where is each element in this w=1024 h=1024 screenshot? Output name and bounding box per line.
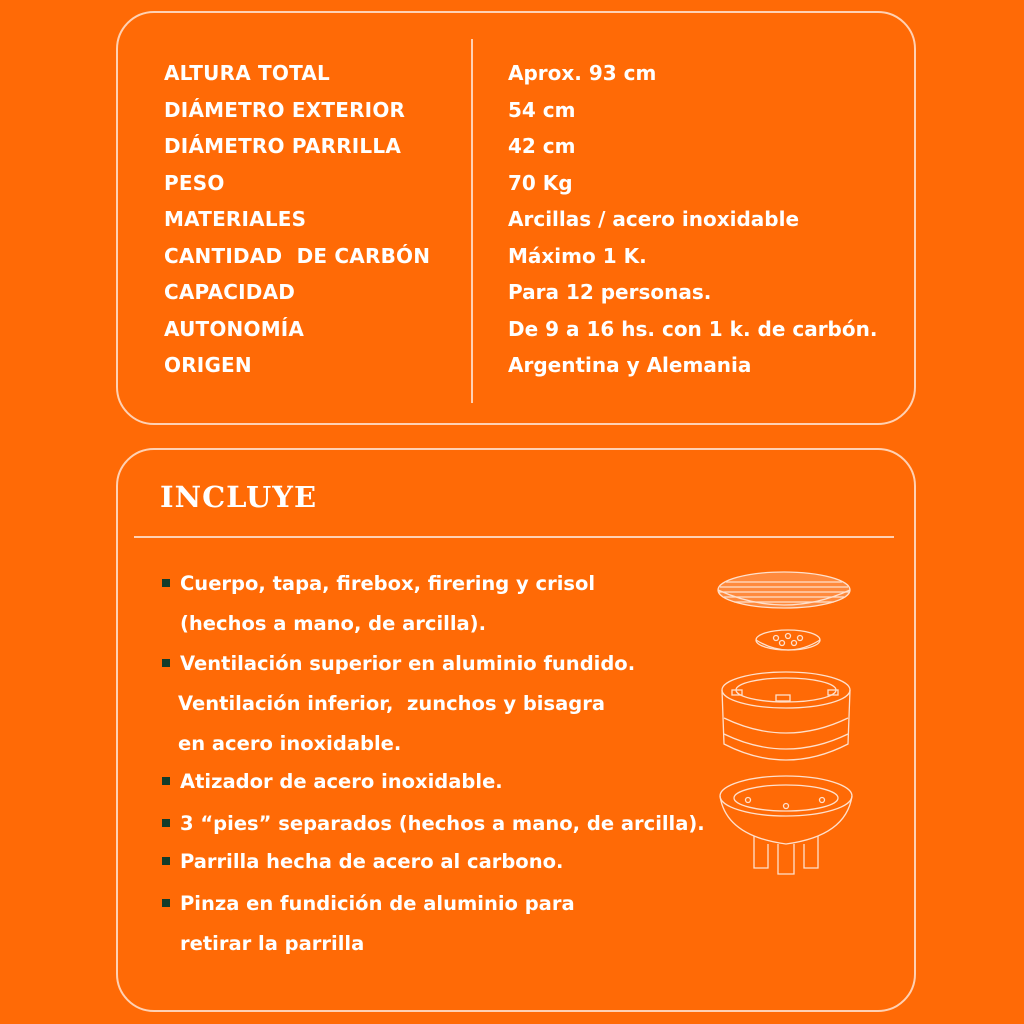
include-item: [162, 812, 705, 835]
spec-row-diametro-exterior: [118, 98, 914, 134]
includes-title: INCLUYE: [160, 480, 318, 514]
include-item-text: Pinza en fundición de aluminio para: [180, 892, 575, 915]
include-item-continuation: en acero inoxidable.: [178, 732, 402, 755]
spec-value: Para 12 personas.: [508, 280, 712, 304]
include-item-text: 3 “pies” separados (hechos a mano, de arcilla).: [180, 812, 705, 835]
spec-label: MATERIALES: [164, 207, 307, 231]
spec-label: DIÁMETRO PARRILLA: [164, 134, 402, 158]
spec-value: Arcillas / acero inoxidable: [508, 207, 800, 231]
spec-label: CANTIDAD DE CARBÓN: [164, 243, 431, 268]
vent-cap-icon: [756, 630, 820, 650]
bullet-icon: [162, 777, 170, 785]
kamado-grill-exploded-illustration: [714, 568, 864, 888]
include-item-continuation: Ventilación inferior, zunchos y bisagra: [178, 692, 605, 715]
include-item-text: Cuerpo, tapa, firebox, firering y crisol: [180, 572, 596, 595]
include-item-text: Parrilla hecha de acero al carbono.: [180, 850, 564, 873]
include-item: [162, 652, 635, 675]
spec-label: AUTONOMÍA: [164, 316, 305, 341]
spec-value: Argentina y Alemania: [508, 353, 752, 377]
spec-value: Máximo 1 K.: [508, 243, 647, 268]
title-divider: [134, 536, 894, 538]
include-item-text: Atizador de acero inoxidable.: [180, 770, 503, 793]
fire-ring-icon: [722, 672, 850, 760]
spec-value: Aprox. 93 cm: [508, 61, 657, 85]
include-item: [162, 770, 503, 793]
spec-label: DIÁMETRO EXTERIOR: [164, 97, 406, 122]
grill-grate-icon: [718, 572, 850, 608]
spec-label: CAPACIDAD: [164, 280, 296, 304]
includes-panel: [116, 448, 916, 1012]
bullet-icon: [162, 857, 170, 865]
spec-row-origen: [118, 353, 914, 389]
spec-label: ALTURA TOTAL: [164, 61, 330, 85]
spec-row-diametro-parrilla: [118, 134, 914, 170]
spec-value: 70 Kg: [508, 170, 573, 195]
include-item: [162, 850, 563, 873]
spec-row-peso: [118, 171, 914, 207]
include-item-continuation: retirar la parrilla: [180, 932, 365, 955]
bullet-icon: [162, 819, 170, 827]
specifications-panel: [116, 11, 916, 425]
include-item-continuation: (hechos a mano, de arcilla).: [180, 612, 486, 635]
spec-row-altura: [118, 61, 914, 97]
bullet-icon: [162, 659, 170, 667]
spec-label: PESO: [164, 170, 225, 195]
spec-row-materiales: [118, 207, 914, 243]
spec-row-capacidad: [118, 280, 914, 316]
bullet-icon: [162, 579, 170, 587]
include-item: [162, 572, 595, 595]
spec-value: 42 cm: [508, 134, 576, 158]
base-bowl-icon: [720, 776, 852, 874]
spec-row-autonomia: [118, 317, 914, 353]
bullet-icon: [162, 899, 170, 907]
include-item: [162, 892, 575, 915]
include-item-text: Ventilación superior en aluminio fundido.: [180, 652, 636, 675]
spec-value: 54 cm: [508, 97, 576, 122]
spec-value: De 9 a 16 hs. con 1 k. de carbón.: [508, 316, 878, 341]
spec-label: ORIGEN: [164, 353, 252, 377]
spec-row-cantidad-carbon: [118, 244, 914, 280]
